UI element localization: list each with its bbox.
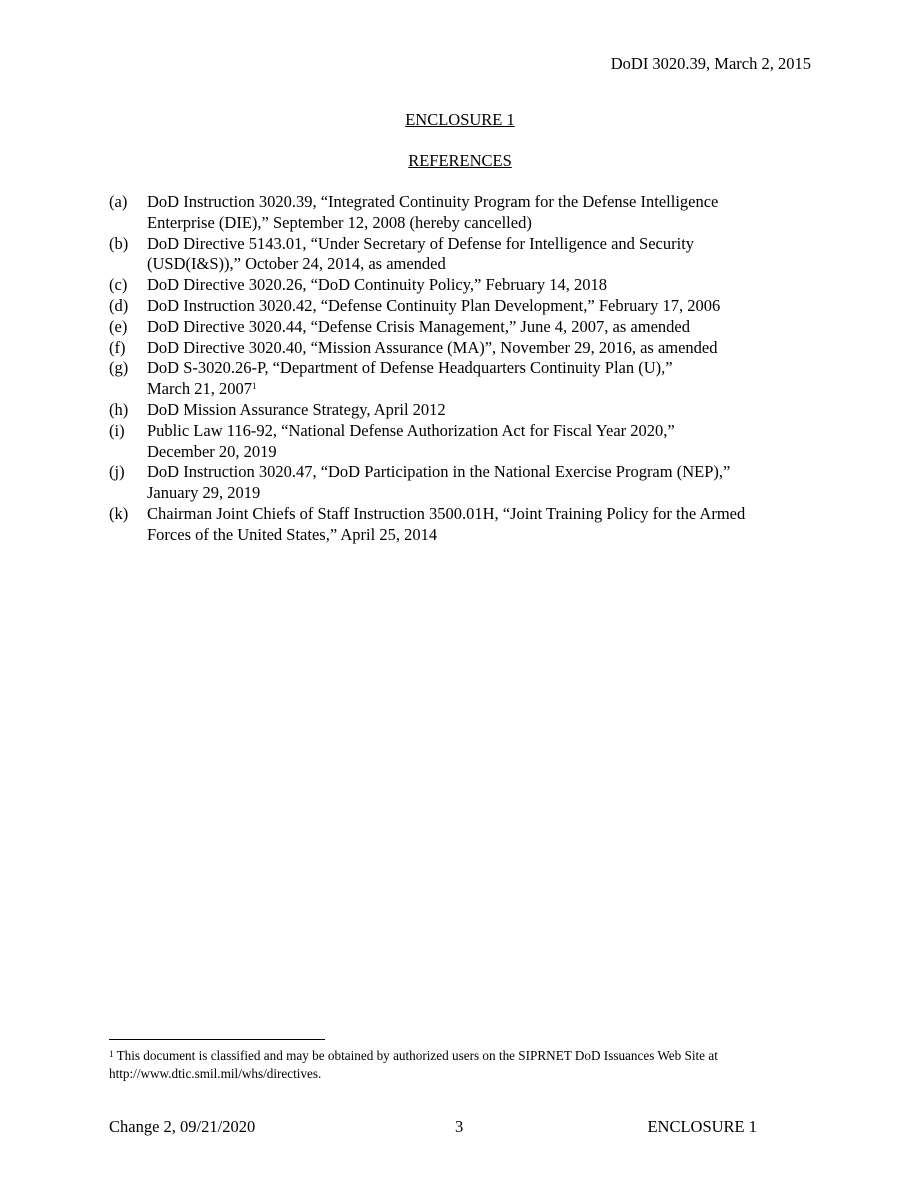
reference-text: DoD Instruction 3020.39, “Integrated Continuity Program for the Defense Intelligence Enterprise (DIE),” September 12, 2008 (hereby cancelled) xyxy=(147,192,719,232)
footnote-number: 1 xyxy=(109,1049,114,1059)
reference-text: DoD Directive 5143.01, “Under Secretary of Defense for Intelligence and Security (USD(I&S)),” October 24, 2014, as amended xyxy=(147,233,695,274)
reference-label: (k) xyxy=(109,503,129,523)
reference-text: DoD Directive 3020.40, “Mission Assurance (MA)”, November 29, 2016, as amended xyxy=(147,337,718,357)
reference-item xyxy=(109,338,829,359)
reference-text: DoD S-3020.26-P, “Department of Defense Headquarters Continuity Plan (U),” March 21, 2007 xyxy=(147,358,673,399)
footer-change: Change 2, 09/21/2020 xyxy=(109,1117,256,1136)
reference-label: (b) xyxy=(109,233,129,253)
reference-item xyxy=(109,234,829,276)
reference-text: DoD Mission Assurance Strategy, April 2012 xyxy=(147,399,446,419)
running-header: DoDI 3020.39, March 2, 2015 xyxy=(610,54,811,73)
reference-label: (j) xyxy=(109,462,125,482)
footnote-divider xyxy=(109,1039,325,1040)
reference-item xyxy=(109,400,829,421)
reference-label: (c) xyxy=(109,275,128,295)
reference-text: Chairman Joint Chiefs of Staff Instruction 3500.01H, “Joint Training Policy for the Armed Forces of the United States,” April 25, 2014 xyxy=(147,503,746,544)
reference-label: (d) xyxy=(109,295,129,315)
footer-page-number: 3 xyxy=(455,1117,464,1136)
references-heading: REFERENCES xyxy=(408,151,512,170)
reference-text: DoD Instruction 3020.47, “DoD Participation in the National Exercise Program (NEP),” January 29, 2019 xyxy=(147,462,731,503)
footnote xyxy=(109,1047,814,1083)
reference-item xyxy=(109,275,829,296)
references-list xyxy=(109,192,829,546)
reference-item xyxy=(109,504,829,546)
reference-text: Public Law 116-92, “National Defense Authorization Act for Fiscal Year 2020,” December 20, 2019 xyxy=(147,420,675,461)
reference-label: (e) xyxy=(109,316,128,336)
reference-label: (f) xyxy=(109,337,126,357)
reference-label: (g) xyxy=(109,358,129,378)
reference-item xyxy=(109,358,829,400)
reference-item xyxy=(109,192,829,234)
footer-section: ENCLOSURE 1 xyxy=(647,1117,757,1136)
reference-item xyxy=(109,317,829,338)
enclosure-heading: ENCLOSURE 1 xyxy=(405,110,515,129)
reference-item xyxy=(109,462,829,504)
reference-item xyxy=(109,296,829,317)
reference-label: (i) xyxy=(109,420,125,440)
reference-text: DoD Instruction 3020.42, “Defense Continuity Plan Development,” February 17, 2006 xyxy=(147,295,721,315)
reference-label: (a) xyxy=(109,192,128,211)
footnote-marker: 1 xyxy=(251,381,257,392)
reference-item xyxy=(109,421,829,463)
reference-text: DoD Directive 3020.26, “DoD Continuity Policy,” February 14, 2018 xyxy=(147,275,607,295)
reference-text: DoD Directive 3020.44, “Defense Crisis Management,” June 4, 2007, as amended xyxy=(147,316,690,336)
footnote-text: This document is classified and may be obtained by authorized users on the SIPRNET DoD Issuances Web Site at http://www.dtic.smil.mil/whs/directives. xyxy=(109,1048,718,1081)
reference-label: (h) xyxy=(109,399,129,419)
